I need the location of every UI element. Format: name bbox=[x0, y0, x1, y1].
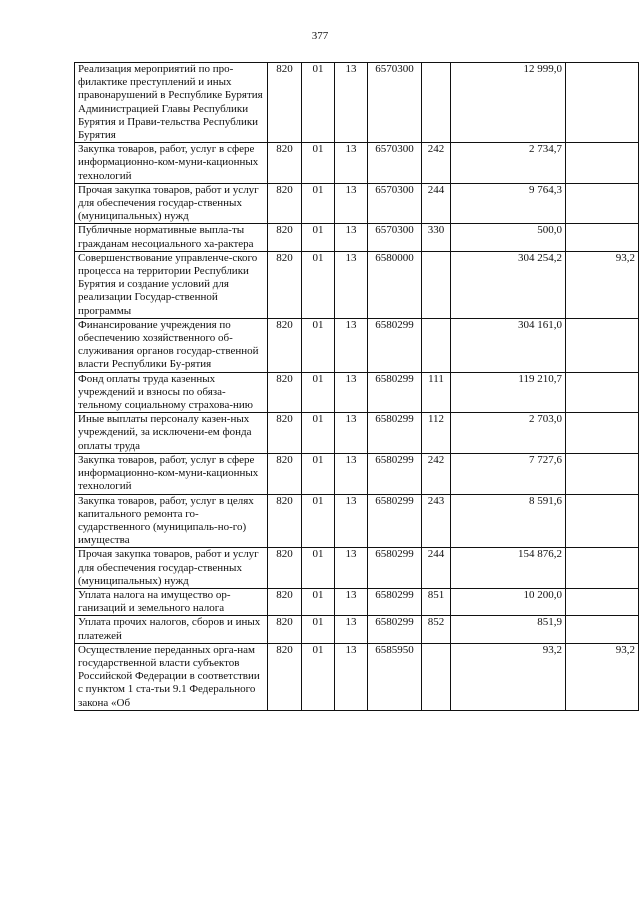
row-percent bbox=[566, 616, 639, 643]
table-row bbox=[75, 643, 639, 710]
table-row bbox=[75, 251, 639, 318]
table-row bbox=[75, 453, 639, 494]
row-subsection: 13 bbox=[335, 494, 368, 548]
row-subsection: 13 bbox=[335, 224, 368, 251]
row-percent: 93,2 bbox=[566, 643, 639, 710]
row-sum: 9 764,3 bbox=[451, 183, 566, 224]
row-grbs: 820 bbox=[268, 224, 302, 251]
row-target-article: 6580299 bbox=[368, 453, 422, 494]
row-grbs: 820 bbox=[268, 643, 302, 710]
table-row bbox=[75, 63, 639, 143]
row-target-article: 6585950 bbox=[368, 643, 422, 710]
table-row bbox=[75, 183, 639, 224]
row-name: Прочая закупка товаров, работ и услуг для обеспечения государ-ственных (муниципальных) нужд bbox=[75, 548, 268, 589]
row-target-article: 6580299 bbox=[368, 413, 422, 454]
row-sum: 10 200,0 bbox=[451, 588, 566, 615]
table-row bbox=[75, 143, 639, 184]
row-name: Уплата налога на имущество ор-ганизаций и земельного налога bbox=[75, 588, 268, 615]
row-percent: 93,2 bbox=[566, 251, 639, 318]
row-section: 01 bbox=[302, 143, 335, 184]
row-section: 01 bbox=[302, 63, 335, 143]
row-expense-type: 111 bbox=[422, 372, 451, 413]
row-subsection: 13 bbox=[335, 183, 368, 224]
row-expense-type: 242 bbox=[422, 143, 451, 184]
row-grbs: 820 bbox=[268, 251, 302, 318]
row-sum: 304 161,0 bbox=[451, 318, 566, 372]
row-target-article: 6570300 bbox=[368, 143, 422, 184]
row-percent bbox=[566, 318, 639, 372]
row-name: Закупка товаров, работ, услуг в сфере информационно-ком-муни-кационных технологий bbox=[75, 143, 268, 184]
row-grbs: 820 bbox=[268, 318, 302, 372]
row-section: 01 bbox=[302, 251, 335, 318]
row-percent bbox=[566, 63, 639, 143]
row-percent bbox=[566, 224, 639, 251]
row-target-article: 6580299 bbox=[368, 588, 422, 615]
row-section: 01 bbox=[302, 588, 335, 615]
row-grbs: 820 bbox=[268, 183, 302, 224]
row-percent bbox=[566, 494, 639, 548]
row-target-article: 6580299 bbox=[368, 494, 422, 548]
page-number: 377 bbox=[311, 30, 329, 42]
row-section: 01 bbox=[302, 372, 335, 413]
row-target-article: 6580299 bbox=[368, 548, 422, 589]
row-sum: 7 727,6 bbox=[451, 453, 566, 494]
row-name: Совершенствование управленче-ского процесса на территории Республики Бурятия и создание условий для реализации Государ-ственной программы bbox=[75, 251, 268, 318]
row-sum: 500,0 bbox=[451, 224, 566, 251]
row-name: Реализация мероприятий по про-филактике преступлений и иных правонарушений в Республике Бурятия Администрацией Главы Республики Бурятия и Прави-тельства Республики Бурятия bbox=[75, 63, 268, 143]
row-expense-type bbox=[422, 318, 451, 372]
row-grbs: 820 bbox=[268, 143, 302, 184]
row-percent bbox=[566, 453, 639, 494]
row-name: Закупка товаров, работ, услуг в целях капитального ремонта го-сударственного (муниципаль-но-го) имущества bbox=[75, 494, 268, 548]
row-sum: 8 591,6 bbox=[451, 494, 566, 548]
row-subsection: 13 bbox=[335, 453, 368, 494]
row-expense-type bbox=[422, 643, 451, 710]
row-expense-type: 330 bbox=[422, 224, 451, 251]
table-row bbox=[75, 224, 639, 251]
row-subsection: 13 bbox=[335, 616, 368, 643]
row-grbs: 820 bbox=[268, 63, 302, 143]
table-row bbox=[75, 588, 639, 615]
table-row bbox=[75, 494, 639, 548]
row-section: 01 bbox=[302, 224, 335, 251]
row-subsection: 13 bbox=[335, 318, 368, 372]
row-section: 01 bbox=[302, 494, 335, 548]
row-name: Осуществление переданных орга-нам государственной власти субъектов Российской Федерации в соответствии с пунктом 1 ста-тьи 9.1 Федерального закона «Об bbox=[75, 643, 268, 710]
row-sum: 93,2 bbox=[451, 643, 566, 710]
row-grbs: 820 bbox=[268, 548, 302, 589]
row-percent bbox=[566, 143, 639, 184]
row-section: 01 bbox=[302, 616, 335, 643]
row-percent bbox=[566, 413, 639, 454]
row-sum: 2 734,7 bbox=[451, 143, 566, 184]
row-name: Закупка товаров, работ, услуг в сфере информационно-ком-муни-кационных технологий bbox=[75, 453, 268, 494]
row-section: 01 bbox=[302, 183, 335, 224]
row-name: Фонд оплаты труда казенных учреждений и взносы по обяза-тельному социальному страхова-нию bbox=[75, 372, 268, 413]
row-sum: 2 703,0 bbox=[451, 413, 566, 454]
row-target-article: 6580000 bbox=[368, 251, 422, 318]
row-grbs: 820 bbox=[268, 372, 302, 413]
row-name: Публичные нормативные выпла-ты гражданам несоциального ха-рактера bbox=[75, 224, 268, 251]
row-grbs: 820 bbox=[268, 616, 302, 643]
row-section: 01 bbox=[302, 548, 335, 589]
row-sum: 304 254,2 bbox=[451, 251, 566, 318]
row-name: Прочая закупка товаров, работ и услуг для обеспечения государ-ственных (муниципальных) нужд bbox=[75, 183, 268, 224]
table-row bbox=[75, 616, 639, 643]
row-name: Уплата прочих налогов, сборов и иных платежей bbox=[75, 616, 268, 643]
row-percent bbox=[566, 548, 639, 589]
row-sum: 12 999,0 bbox=[451, 63, 566, 143]
row-grbs: 820 bbox=[268, 413, 302, 454]
table-row bbox=[75, 372, 639, 413]
row-expense-type bbox=[422, 63, 451, 143]
row-subsection: 13 bbox=[335, 251, 368, 318]
row-subsection: 13 bbox=[335, 372, 368, 413]
row-expense-type: 851 bbox=[422, 588, 451, 615]
row-grbs: 820 bbox=[268, 588, 302, 615]
row-target-article: 6580299 bbox=[368, 372, 422, 413]
row-section: 01 bbox=[302, 318, 335, 372]
row-expense-type: 112 bbox=[422, 413, 451, 454]
budget-table bbox=[74, 62, 639, 711]
row-subsection: 13 bbox=[335, 643, 368, 710]
row-target-article: 6570300 bbox=[368, 183, 422, 224]
row-subsection: 13 bbox=[335, 588, 368, 615]
row-sum: 851,9 bbox=[451, 616, 566, 643]
row-grbs: 820 bbox=[268, 494, 302, 548]
row-expense-type: 242 bbox=[422, 453, 451, 494]
budget-table-body bbox=[75, 63, 639, 711]
row-name: Финансирование учреждения по обеспечению хозяйственного об-служивания органов государ-ственной власти Республики Бу-рятия bbox=[75, 318, 268, 372]
row-target-article: 6580299 bbox=[368, 318, 422, 372]
row-section: 01 bbox=[302, 413, 335, 454]
row-section: 01 bbox=[302, 643, 335, 710]
row-subsection: 13 bbox=[335, 548, 368, 589]
row-sum: 119 210,7 bbox=[451, 372, 566, 413]
row-subsection: 13 bbox=[335, 143, 368, 184]
row-subsection: 13 bbox=[335, 63, 368, 143]
row-expense-type: 244 bbox=[422, 183, 451, 224]
row-expense-type: 243 bbox=[422, 494, 451, 548]
row-sum: 154 876,2 bbox=[451, 548, 566, 589]
row-target-article: 6580299 bbox=[368, 616, 422, 643]
row-grbs: 820 bbox=[268, 453, 302, 494]
row-target-article: 6570300 bbox=[368, 224, 422, 251]
row-percent bbox=[566, 372, 639, 413]
row-section: 01 bbox=[302, 453, 335, 494]
table-row bbox=[75, 318, 639, 372]
row-expense-type: 244 bbox=[422, 548, 451, 589]
table-row bbox=[75, 413, 639, 454]
row-subsection: 13 bbox=[335, 413, 368, 454]
row-target-article: 6570300 bbox=[368, 63, 422, 143]
row-expense-type bbox=[422, 251, 451, 318]
row-expense-type: 852 bbox=[422, 616, 451, 643]
row-percent bbox=[566, 183, 639, 224]
row-percent bbox=[566, 588, 639, 615]
table-row bbox=[75, 548, 639, 589]
row-name: Иные выплаты персоналу казен-ных учреждений, за исключени-ем фонда оплаты труда bbox=[75, 413, 268, 454]
